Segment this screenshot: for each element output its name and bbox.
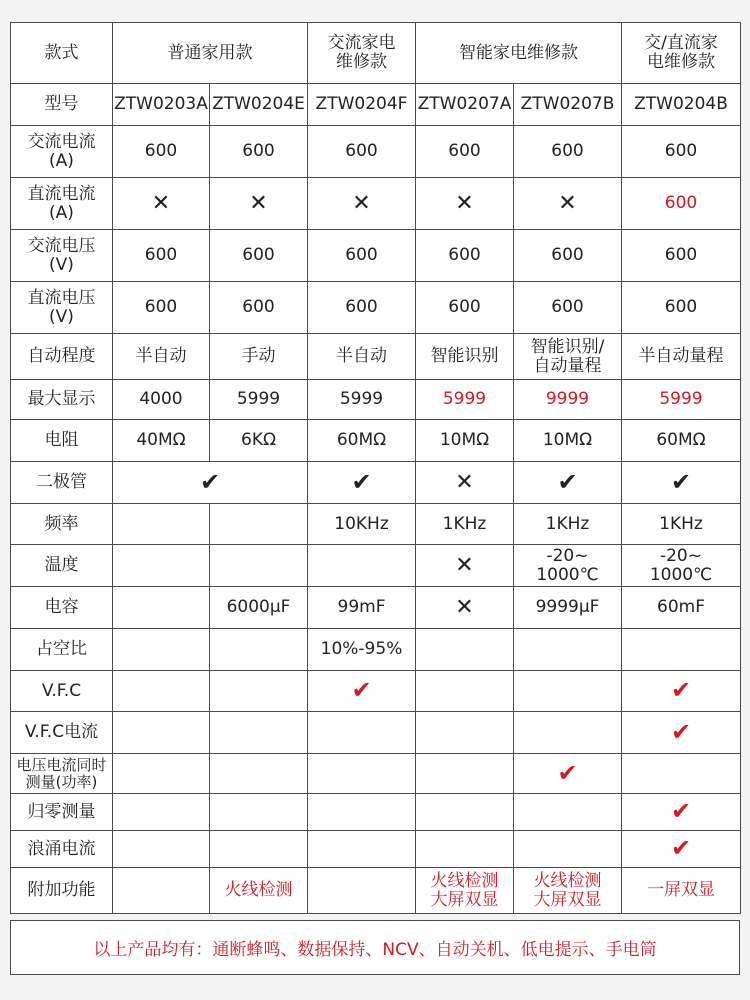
spec-cell	[308, 420, 416, 462]
spec-cell	[622, 587, 741, 629]
cell-value: 半自动	[135, 346, 187, 366]
spec-cell	[622, 712, 741, 754]
header-style-label: 款式	[11, 23, 113, 84]
spec-table	[10, 22, 741, 914]
spec-cell	[113, 420, 210, 462]
row-label: 温度	[11, 545, 113, 587]
check-icon: ✔	[670, 676, 692, 704]
spec-cell	[210, 629, 308, 671]
cell-value: 600	[448, 141, 481, 161]
spec-cell	[113, 587, 210, 629]
cell-value: 智能识别/ 自动量程	[530, 336, 605, 376]
cell-value: 一屏双显	[647, 880, 715, 900]
spec-cell	[210, 84, 308, 126]
cross-icon: ✕	[455, 469, 474, 495]
spec-cell	[622, 420, 741, 462]
spec-cell	[113, 462, 308, 504]
spec-cell	[514, 84, 622, 126]
row-capacitance	[11, 587, 741, 629]
spec-cell	[514, 629, 622, 671]
row-label: 附加功能	[11, 868, 113, 914]
cell-value: 9999μF	[535, 597, 600, 617]
cell-value: 10MΩ	[542, 430, 593, 450]
row-vfc	[11, 671, 741, 712]
spec-cell	[113, 831, 210, 868]
cell-value: 600	[448, 297, 481, 317]
spec-cell	[210, 504, 308, 545]
cell-value: 600	[345, 245, 378, 265]
spec-cell	[210, 712, 308, 754]
spec-cell	[622, 178, 741, 230]
spec-cell	[210, 754, 308, 794]
cell-value: 半自动量程	[638, 346, 724, 366]
spec-cell	[308, 587, 416, 629]
row-label: 直流电压 (V)	[11, 282, 113, 334]
cell-value: 600	[144, 297, 178, 317]
spec-cell	[622, 794, 741, 831]
spec-cell	[514, 712, 622, 754]
cell-value: 10KHz	[334, 513, 389, 534]
spec-cell	[308, 126, 416, 178]
spec-cell	[210, 126, 308, 178]
spec-cell	[113, 671, 210, 712]
spec-cell	[113, 380, 210, 420]
spec-cell	[514, 587, 622, 629]
cell-value: 600	[664, 141, 698, 161]
spec-cell	[113, 868, 210, 914]
spec-cell	[416, 754, 514, 794]
cell-value: 600	[144, 141, 178, 161]
spec-cell	[308, 230, 416, 282]
spec-cell	[416, 84, 514, 126]
check-icon: ✔	[670, 834, 692, 862]
cell-value: ZTW0203A	[114, 94, 208, 114]
row-label: 归零测量	[11, 794, 113, 831]
spec-cell	[514, 754, 622, 794]
row-model	[11, 84, 741, 126]
cross-icon: ✕	[455, 552, 474, 578]
row-frequency	[11, 504, 741, 545]
cell-value: 60mF	[657, 597, 705, 617]
spec-cell	[416, 831, 514, 868]
cell-value: 600	[345, 297, 378, 317]
spec-cell	[514, 380, 622, 420]
spec-cell	[210, 587, 308, 629]
row-label: V.F.C	[11, 671, 113, 712]
spec-cell	[308, 712, 416, 754]
spec-cell	[308, 671, 416, 712]
spec-cell	[308, 334, 416, 380]
row-label: 频率	[11, 504, 113, 545]
row-label: 二极管	[11, 462, 113, 504]
row-auto-range	[11, 334, 741, 380]
row-label: 电容	[11, 587, 113, 629]
spec-cell	[514, 230, 622, 282]
cross-icon: ✕	[249, 190, 268, 216]
row-zero-measure	[11, 794, 741, 831]
spec-cell	[622, 671, 741, 712]
cross-icon: ✕	[455, 190, 474, 216]
spec-sheet	[10, 22, 740, 975]
spec-cell	[622, 282, 741, 334]
cell-value: 600	[664, 193, 698, 213]
cell-value: 5999	[236, 389, 281, 409]
row-power-measure	[11, 754, 741, 794]
cell-value: 600	[664, 297, 698, 317]
cell-value: 5999	[659, 389, 703, 409]
row-label: 最大显示	[11, 380, 113, 420]
cross-icon: ✕	[352, 190, 371, 216]
spec-cell	[113, 334, 210, 380]
cell-value: 10MΩ	[439, 430, 490, 450]
cell-value: 5999	[339, 389, 384, 409]
check-icon: ✔	[670, 467, 692, 496]
spec-cell	[416, 282, 514, 334]
spec-cell	[416, 334, 514, 380]
spec-cell	[622, 380, 741, 420]
footer-note: 以上产品均有：通断蜂鸣、数据保持、NCV、自动关机、低电提示、手电筒	[10, 920, 740, 975]
spec-cell	[622, 84, 741, 126]
spec-cell	[210, 868, 308, 914]
spec-cell	[622, 545, 741, 587]
cell-value: 600	[448, 245, 481, 265]
cell-value: 半自动	[336, 346, 387, 366]
spec-cell	[514, 831, 622, 868]
cell-value: 600	[144, 245, 178, 265]
check-icon: ✔	[351, 676, 372, 704]
group-smart-repair: 智能家电维修款	[416, 23, 622, 84]
check-icon: ✔	[557, 758, 578, 787]
spec-cell	[210, 831, 308, 868]
spec-cell	[113, 629, 210, 671]
row-extra-function	[11, 868, 741, 914]
group-ac-repair: 交流家电 维修款	[308, 23, 416, 84]
row-ac-current	[11, 126, 741, 178]
spec-cell	[308, 794, 416, 831]
row-dc-voltage	[11, 282, 741, 334]
cell-value: ZTW0204F	[315, 94, 408, 114]
spec-cell	[622, 868, 741, 914]
spec-cell	[210, 334, 308, 380]
spec-cell	[514, 671, 622, 712]
cell-value: ZTW0207B	[520, 94, 615, 114]
spec-cell	[416, 629, 514, 671]
check-icon: ✔	[670, 797, 692, 825]
spec-cell	[416, 230, 514, 282]
header-row	[11, 23, 741, 84]
spec-cell	[416, 671, 514, 712]
spec-cell	[308, 178, 416, 230]
cell-value: 600	[551, 297, 584, 317]
cell-value: 智能识别	[430, 346, 499, 366]
cell-value: ZTW0204E	[212, 94, 305, 114]
cell-value: 40MΩ	[136, 430, 186, 450]
row-inrush-current	[11, 831, 741, 868]
cell-value: 10%-95%	[320, 639, 403, 659]
row-label: 电压电流同时 测量(功率)	[11, 754, 113, 794]
cell-value: 60MΩ	[656, 430, 706, 450]
cross-icon: ✕	[455, 594, 474, 620]
cell-value: 火线检测 大屏双显	[533, 870, 602, 910]
spec-cell	[308, 282, 416, 334]
cell-value: 手动	[241, 346, 276, 366]
cell-value: 600	[551, 141, 584, 161]
spec-cell	[416, 545, 514, 587]
spec-cell	[210, 178, 308, 230]
spec-cell	[210, 545, 308, 587]
spec-cell	[514, 868, 622, 914]
spec-cell	[514, 462, 622, 504]
row-label: 电阻	[11, 420, 113, 462]
row-label: 交流电压 (V)	[11, 230, 113, 282]
spec-cell	[622, 230, 741, 282]
spec-cell	[416, 712, 514, 754]
row-label: 直流电流 (A)	[11, 178, 113, 230]
spec-cell	[416, 462, 514, 504]
spec-cell	[308, 504, 416, 545]
spec-cell	[514, 545, 622, 587]
spec-cell	[622, 126, 741, 178]
cell-value: -20~ 1000℃	[649, 545, 713, 585]
row-label: 型号	[11, 84, 113, 126]
spec-cell	[308, 462, 416, 504]
cell-value: 9999	[545, 389, 590, 409]
spec-cell	[514, 504, 622, 545]
cell-value: ZTW0207A	[417, 94, 512, 114]
spec-cell	[622, 504, 741, 545]
spec-cell	[113, 282, 210, 334]
spec-cell	[514, 126, 622, 178]
spec-cell	[514, 282, 622, 334]
row-temperature	[11, 545, 741, 587]
cell-value: 600	[242, 297, 275, 317]
cell-value: 99mF	[337, 597, 386, 617]
spec-cell	[308, 84, 416, 126]
check-icon: ✔	[199, 467, 221, 496]
cross-icon: ✕	[151, 190, 171, 216]
row-duty-cycle	[11, 629, 741, 671]
cell-value: 600	[242, 245, 275, 265]
row-max-display	[11, 380, 741, 420]
spec-cell	[416, 794, 514, 831]
row-label: 自动程度	[11, 334, 113, 380]
spec-cell	[308, 754, 416, 794]
spec-cell	[113, 504, 210, 545]
spec-cell	[416, 380, 514, 420]
spec-cell	[113, 545, 210, 587]
spec-cell	[514, 178, 622, 230]
row-ac-voltage	[11, 230, 741, 282]
spec-cell	[416, 504, 514, 545]
group-acdc-repair: 交/直流家 电维修款	[622, 23, 741, 84]
cell-value: 600	[242, 141, 275, 161]
spec-cell	[416, 587, 514, 629]
cell-value: ZTW0204B	[634, 94, 728, 114]
row-diode	[11, 462, 741, 504]
cell-value: 600	[664, 245, 698, 265]
cell-value: 1KHz	[442, 513, 487, 534]
spec-cell	[514, 794, 622, 831]
cross-icon: ✕	[558, 190, 577, 216]
spec-cell	[622, 629, 741, 671]
row-label: 交流电流 (A)	[11, 126, 113, 178]
spec-cell	[416, 126, 514, 178]
spec-cell	[113, 126, 210, 178]
spec-cell	[622, 462, 741, 504]
spec-cell	[308, 380, 416, 420]
cell-value: 1KHz	[545, 513, 590, 534]
row-vfc-current	[11, 712, 741, 754]
spec-cell	[113, 84, 210, 126]
cell-value: 60MΩ	[336, 430, 387, 450]
row-label: V.F.C电流	[11, 712, 113, 754]
spec-cell	[308, 868, 416, 914]
cell-value: 4000	[139, 389, 183, 409]
spec-cell	[514, 420, 622, 462]
spec-cell	[416, 420, 514, 462]
spec-cell	[210, 282, 308, 334]
cell-value: 600	[551, 245, 584, 265]
group-home: 普通家用款	[113, 23, 308, 84]
spec-cell	[622, 754, 741, 794]
spec-cell	[416, 178, 514, 230]
row-dc-current	[11, 178, 741, 230]
row-label: 占空比	[11, 629, 113, 671]
spec-cell	[113, 794, 210, 831]
spec-cell	[210, 420, 308, 462]
row-label: 浪涌电流	[11, 831, 113, 868]
cell-value: 火线检测	[224, 880, 293, 900]
cell-value: 火线检测 大屏双显	[430, 870, 499, 910]
cell-value: 6000μF	[226, 597, 291, 617]
spec-cell	[210, 794, 308, 831]
spec-cell	[308, 545, 416, 587]
spec-cell	[210, 380, 308, 420]
check-icon: ✔	[670, 717, 692, 746]
spec-cell	[622, 831, 741, 868]
spec-cell	[113, 712, 210, 754]
spec-cell	[622, 334, 741, 380]
cell-value: 600	[345, 141, 378, 161]
cell-value: 5999	[442, 389, 487, 409]
cell-value: 6KΩ	[241, 430, 276, 450]
check-icon: ✔	[557, 467, 578, 496]
spec-cell	[210, 230, 308, 282]
spec-cell	[113, 178, 210, 230]
spec-cell	[210, 671, 308, 712]
check-icon: ✔	[351, 467, 372, 496]
spec-cell	[113, 230, 210, 282]
spec-cell	[514, 334, 622, 380]
cell-value: 1KHz	[659, 513, 703, 534]
spec-cell	[416, 868, 514, 914]
spec-cell	[308, 629, 416, 671]
spec-cell	[113, 754, 210, 794]
cell-value: -20~ 1000℃	[536, 545, 599, 585]
row-resistance	[11, 420, 741, 462]
spec-cell	[308, 831, 416, 868]
